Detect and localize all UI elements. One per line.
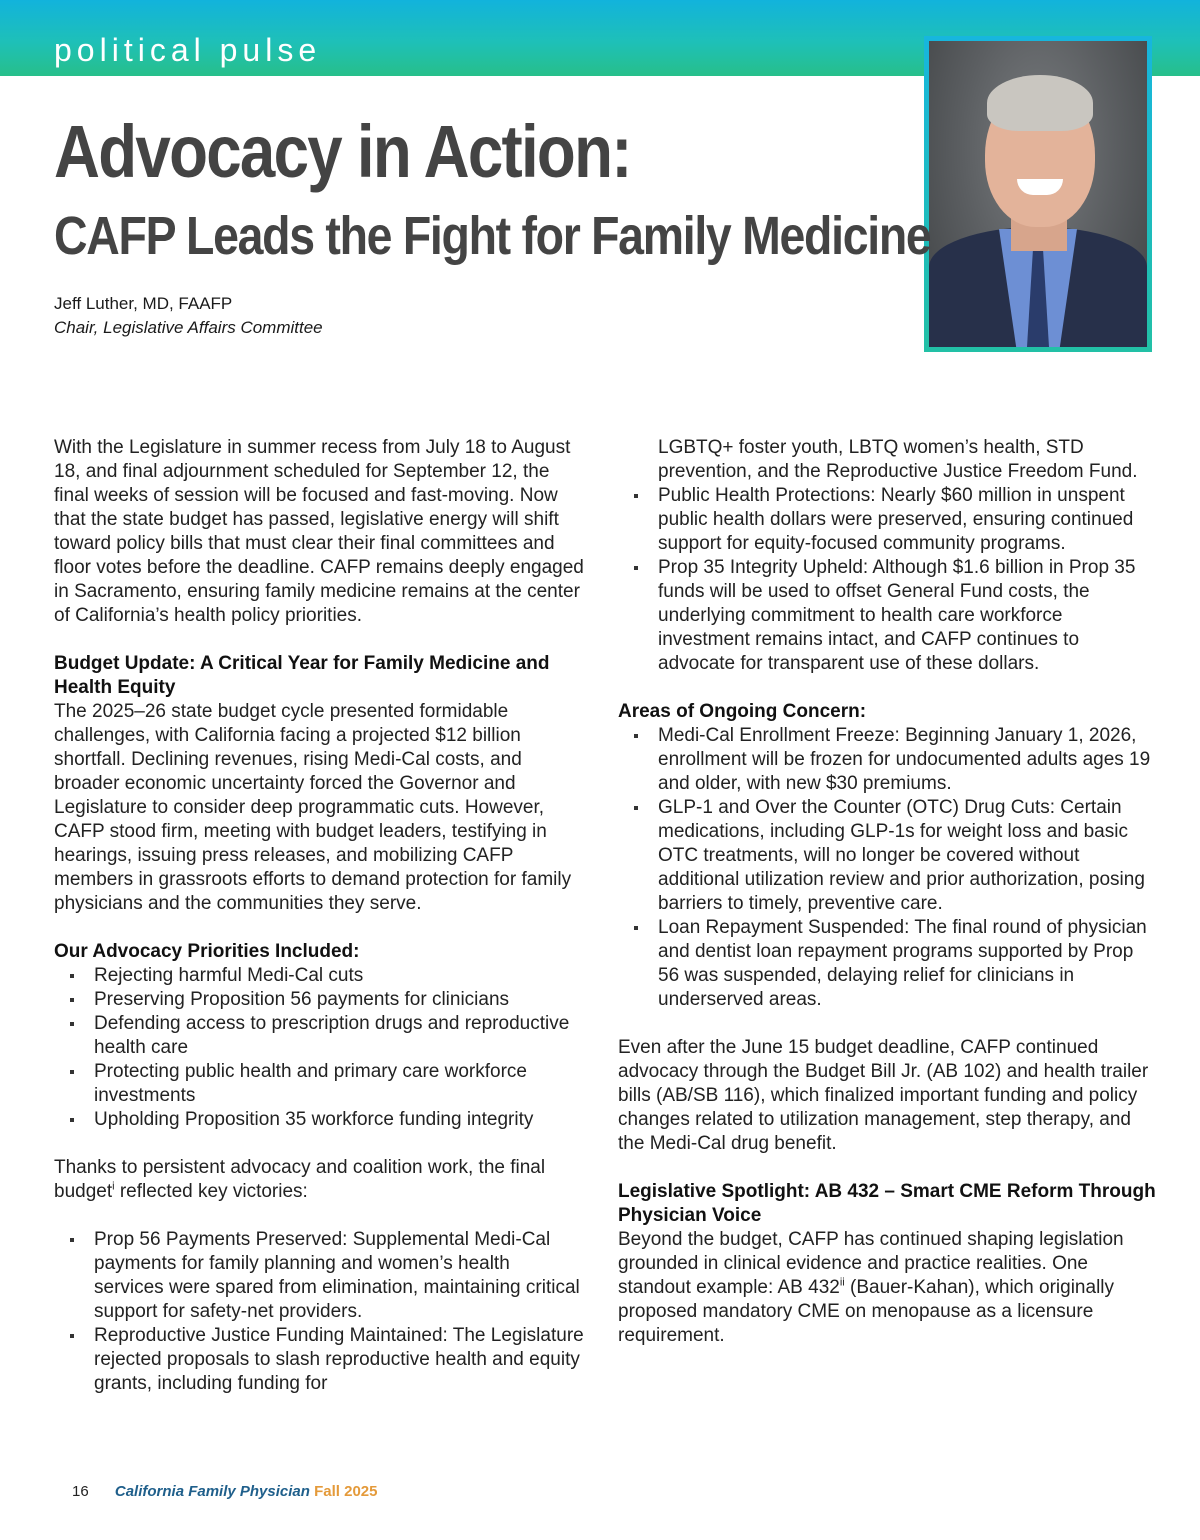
budget-paragraph: The 2025–26 state budget cycle presented formidable challenges, with California facing a projected $12 billion shortfall. Declining revenues, rising Medi-Cal costs, and broader economic uncertainty forced the Governor and Legislature to consider deep programmatic cuts. However, CAFP stood firm, meeting with budget leaders, testifying in hearings, issuing press releases, and mobilizing CAFP members in grassroots efforts to demand protection for family physicians and the communities they serve. <box>54 701 572 914</box>
article-subtitle: CAFP Leads the Fight for Family Medicine <box>54 206 931 266</box>
list-item: Medi-Cal Enrollment Freeze: Beginning January 1, 2026, enrollment will be frozen for undocumented adults ages 19 and older, with new $30 premiums. <box>618 724 1158 796</box>
article-title: Advocacy in Action: <box>54 110 631 193</box>
list-item: Prop 35 Integrity Upheld: Although $1.6 billion in Prop 35 funds will be used to offset General Fund costs, the underlying commitment to health care workforce investment remains intact, and CAFP continues to advocate for transparent use of these dollars. <box>618 556 1158 676</box>
spotlight-heading: Legislative Spotlight: AB 432 – Smart CME Reform Through Physician Voice <box>618 1181 1156 1226</box>
list-item: Loan Repayment Suspended: The final round of physician and dentist loan repayment programs supported by Prop 56 was suspended, delaying relief for clinicians in underserved areas. <box>618 916 1158 1012</box>
priorities-heading: Our Advocacy Priorities Included: <box>54 941 360 962</box>
priorities-list <box>54 964 584 1132</box>
left-column <box>54 436 584 1396</box>
after-deadline-paragraph: Even after the June 15 budget deadline, CAFP continued advocacy through the Budget Bill Jr. (AB 102) and health trailer bills (AB/SB 116), which finalized important funding and policy changes related to utilization management, step therapy, and the Medi-Cal drug benefit. <box>618 1037 1149 1154</box>
spotlight-paragraph: Beyond the budget, CAFP has continued shaping legislation grounded in clinical evidence and practice realities. One standout example: AB 432$^{ii}$ (Bauer-Kahan), which originally proposed mandatory CME on menopause as a licensure requirement. <box>618 1229 1124 1346</box>
publication-name: California Family Physician <box>114 1483 310 1500</box>
victories-list <box>54 1228 584 1396</box>
intro-paragraph: With the Legislature in summer recess from July 18 to August 18, and final adjournment scheduled for September 12, the final weeks of session will be focused and fast-moving. Now that the state budget has passed, legislative energy will shift toward policy bills that must clear their final committees and floor votes before the deadline. CAFP remains deeply engaged in Sacramento, ensuring family medicine remains at the center of California’s health policy priorities. <box>54 437 584 626</box>
author-photo-frame <box>924 36 1152 352</box>
concerns-heading: Areas of Ongoing Concern: <box>618 701 867 722</box>
footnote-marker: i <box>112 1180 115 1193</box>
list-item: Prop 56 Payments Preserved: Supplemental Medi-Cal payments for family planning and women’s health services were spared from elimination, maintaining critical support for safety-net providers. <box>54 1228 584 1324</box>
victories-intro: Thanks to persistent advocacy and coalition work, the final budget$^i$ reflected key victories: <box>54 1157 546 1202</box>
author-role: Chair, Legislative Affairs Committee <box>54 318 323 337</box>
concerns-list <box>618 724 1158 1012</box>
author-photo <box>929 41 1147 347</box>
issue-season: Fall 2025 <box>314 1483 378 1500</box>
author-name: Jeff Luther, MD, FAAFP <box>54 294 233 313</box>
victory-continuation: LGBTQ+ foster youth, LBTQ women’s health, STD prevention, and the Reproductive Justice Freedom Fund. <box>658 437 1138 482</box>
list-item: Public Health Protections: Nearly $60 million in unspent public health dollars were preserved, ensuring continued support for equity-focused community programs. <box>618 484 1158 556</box>
page-footer <box>72 1482 378 1502</box>
page-number: 16 <box>72 1483 89 1500</box>
list-item: GLP-1 and Over the Counter (OTC) Drug Cuts: Certain medications, including GLP-1s for weight loss and basic OTC treatments, will no longer be covered without additional utilization review and prior authorization, posing barriers to timely, preventive care. <box>618 796 1158 916</box>
list-item: Protecting public health and primary care workforce investments <box>54 1060 584 1108</box>
right-column <box>618 436 1158 1348</box>
list-item: Upholding Proposition 35 workforce funding integrity <box>54 1108 584 1132</box>
footnote-marker: ii <box>839 1276 845 1289</box>
budget-heading: Budget Update: A Critical Year for Family Medicine and Health Equity <box>54 653 550 698</box>
section-label: political pulse <box>54 32 322 68</box>
victories-list-continued <box>618 484 1158 676</box>
list-item: Defending access to prescription drugs and reproductive health care <box>54 1012 584 1060</box>
list-item: Rejecting harmful Medi-Cal cuts <box>54 964 584 988</box>
list-item: Reproductive Justice Funding Maintained: The Legislature rejected proposals to slash reproductive health and equity grants, including funding for <box>54 1324 584 1396</box>
list-item: Preserving Proposition 56 payments for clinicians <box>54 988 584 1012</box>
